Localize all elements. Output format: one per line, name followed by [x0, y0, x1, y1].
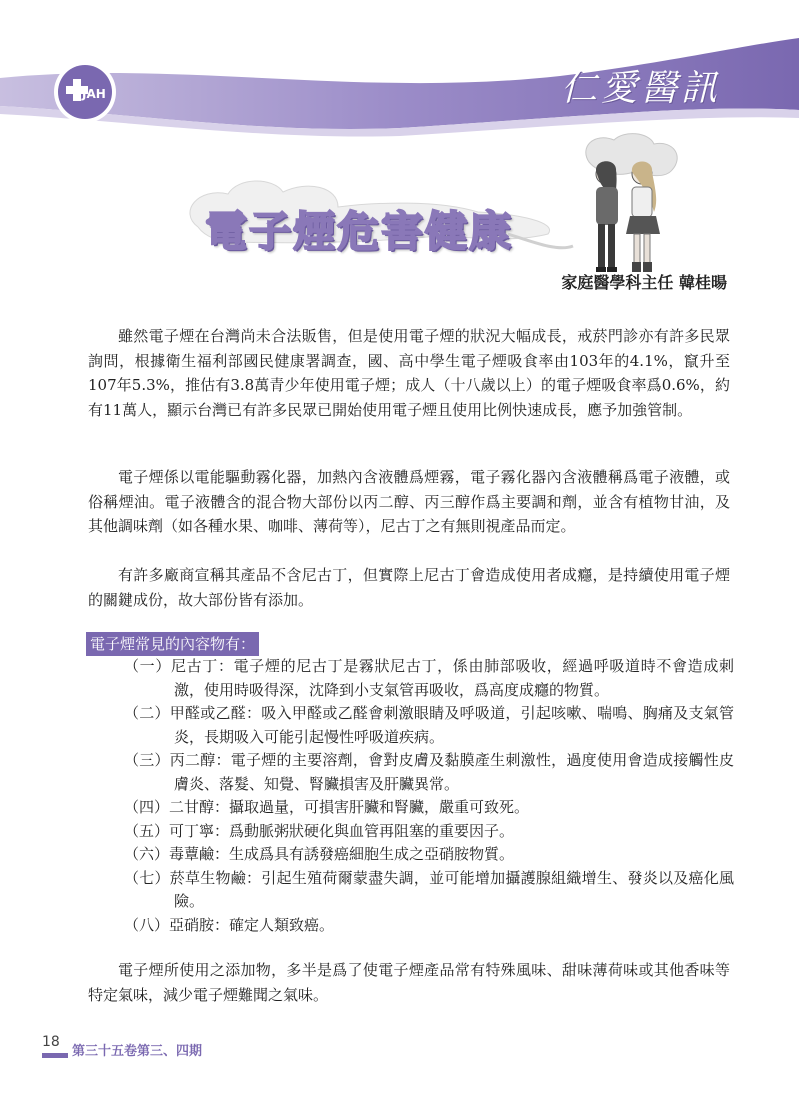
list-item: （四）二甘醇：攝取過量，可損害肝臟和腎臟，嚴重可致死。: [124, 798, 530, 816]
list-item: （三）丙二醇：電子煙的主要溶劑，會對皮膚及黏膜產生刺激性，過度使用會造成接觸性皮膚炎、落髮、知覺、腎臟損害及肝臟異常。: [124, 751, 734, 793]
women-smoking-illustration: [574, 132, 684, 282]
closing-paragraph: 電子煙所使用之添加物，多半是爲了使電子煙產品常有特殊風味、甜味薄荷味或其他香味等特定氣味，減少電子煙難聞之氣味。: [88, 961, 730, 1004]
list-item: （二）甲醛或乙醛：吸入甲醛或乙醛會刺激眼睛及呼吸道，引起咳嗽、喘鳴、胸痛及支氣管炎，長期吸入可能引起慢性呼吸道疾病。: [124, 704, 734, 746]
footer-accent-bar: [42, 1053, 68, 1058]
page-number: 18: [42, 1034, 60, 1050]
section-label: 電子煙常見的內容物有：: [86, 632, 259, 656]
list-item: （一）尼古丁：電子煙的尼古丁是霧狀尼古丁，係由肺部吸收，經過呼吸道時不會造成刺激，使用時吸得深，沈降到小支氣管再吸收，爲高度成癮的物質。: [124, 657, 734, 699]
contents-list: [124, 655, 734, 937]
paragraph-1: 雖然電子煙在台灣尚未合法販售，但是使用電子煙的狀況大幅成長，戒菸門診亦有許多民眾詢問，根據衛生福利部國民健康署調查，國、高中學生電子煙吸食率由103年的4.1%，竄升至107年5.3%，推估有3.8萬青少年使用電子煙；成人（十八歲以上）的電子煙吸食率爲0.6%，約有11萬人，顯示台灣已有許多民眾已開始使用電子煙且使用比例快速成長，應予加強管制。: [88, 327, 730, 419]
list-item: （五）可丁寧：爲動脈粥狀硬化與血管再阻塞的重要因子。: [124, 821, 515, 840]
paragraph-2: 電子煙係以電能驅動霧化器，加熱內含液體爲煙霧，電子霧化器內含液體稱爲電子液體，或俗稱煙油。電子液體含的混合物大部份以丙二醇、丙三醇作爲主要調和劑，並含有植物甘油，及其他調味劑（如各種水果、咖啡、薄荷等），尼古丁之有無則視產品而定。: [88, 468, 730, 535]
article-title: 電子煙危害健康: [205, 207, 514, 256]
list-item: （八）亞硝胺：確定人類致癌。: [124, 915, 335, 934]
logo-text: JAH: [82, 87, 106, 101]
masthead: 仁愛醫訊: [560, 68, 721, 109]
paragraph-3: 有許多廠商宣稱其產品不含尼古丁，但實際上尼古丁會造成使用者成癮，是持續使用電子煙的關鍵成份，故大部份皆有添加。: [88, 566, 730, 609]
issue-label: 第三十五卷第三、四期: [72, 1044, 203, 1059]
list-item: （六）毒蕈鹼：生成爲具有誘發癌細胞生成之亞硝胺物質。: [124, 845, 515, 863]
list-item: （七）菸草生物鹼：引起生殖荷爾蒙盡失調，並可能增加攝護腺組織增生、發炎以及癌化風險。: [124, 868, 734, 910]
author-byline: 家庭醫學科主任 韓桂暘: [561, 273, 727, 292]
